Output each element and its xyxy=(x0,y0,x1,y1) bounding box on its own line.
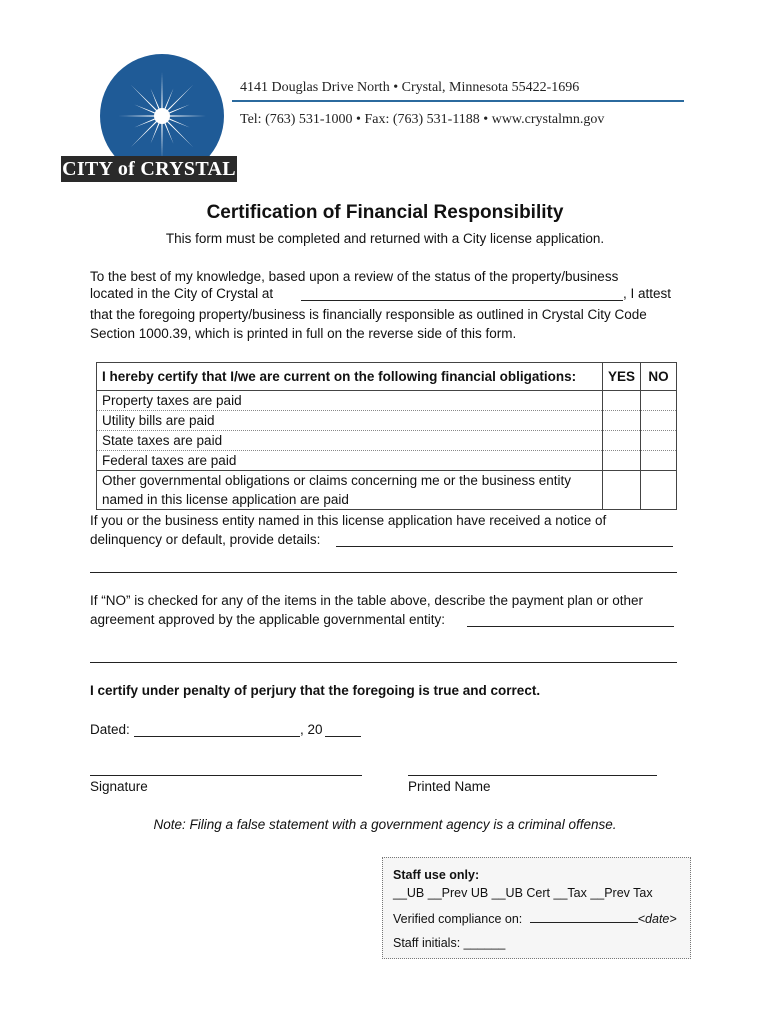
signature-field[interactable] xyxy=(90,775,362,776)
intro-line-1: To the best of my knowledge, based upon a review of the status of the property/business xyxy=(90,269,619,284)
dated-year-field[interactable] xyxy=(325,736,361,737)
no-column-header: NO xyxy=(641,363,677,391)
payment-plan-line-1: If “NO” is checked for any of the items in the table above, describe the payment plan or other xyxy=(90,593,644,608)
table-row xyxy=(97,471,677,510)
verified-compliance-label: Verified compliance on: xyxy=(393,912,523,926)
row-label: Utility bills are paid xyxy=(97,411,603,431)
logo-wordmark: CITY of CRYSTAL xyxy=(62,158,236,180)
staff-initials: Staff initials: ______ xyxy=(393,936,506,950)
no-checkbox[interactable] xyxy=(641,411,677,431)
payment-plan-field-2[interactable] xyxy=(90,662,677,663)
form-subtitle: This form must be completed and returned with a City license application. xyxy=(165,231,605,246)
yes-checkbox[interactable] xyxy=(602,451,640,471)
signature-label: Signature xyxy=(90,779,148,794)
row-label-line-2: named in this license application are paid xyxy=(102,492,349,507)
yes-checkbox[interactable] xyxy=(602,411,640,431)
table-row xyxy=(97,451,677,471)
row-label: Property taxes are paid xyxy=(97,391,603,411)
no-checkbox[interactable] xyxy=(641,471,677,510)
obligations-table xyxy=(96,362,677,510)
verified-date-placeholder: <date> xyxy=(637,912,677,926)
row-label-line-1: Other governmental obligations or claims concerning me or the business entity xyxy=(102,473,571,488)
star-center xyxy=(154,108,170,124)
intro-line-4: Section 1000.39, which is printed in full on the reverse side of this form. xyxy=(90,326,517,341)
intro-line-2-label: located in the City of Crystal at xyxy=(90,286,274,301)
intro-line-2-end: , I attest xyxy=(623,286,672,301)
row-label: State taxes are paid xyxy=(97,431,603,451)
table-row xyxy=(97,411,677,431)
row-label xyxy=(97,471,603,510)
printed-name-label: Printed Name xyxy=(408,779,491,794)
dated-label: Dated: xyxy=(90,722,130,737)
delinquency-details-field-2[interactable] xyxy=(90,572,677,573)
payment-plan-field[interactable] xyxy=(467,626,674,627)
delinquency-details-field[interactable] xyxy=(336,546,673,547)
printed-name-field[interactable] xyxy=(408,775,657,776)
table-row xyxy=(97,431,677,451)
yes-column-header: YES xyxy=(602,363,640,391)
delinquency-line-1: If you or the business entity named in this license application have received a notice of xyxy=(90,513,607,528)
no-checkbox[interactable] xyxy=(641,451,677,471)
yes-checkbox[interactable] xyxy=(602,471,640,510)
property-address-field[interactable] xyxy=(301,300,623,301)
no-checkbox[interactable] xyxy=(641,391,677,411)
header-divider xyxy=(232,100,684,102)
dated-field[interactable] xyxy=(134,736,300,737)
table-row xyxy=(97,391,677,411)
form-title: Certification of Financial Responsibility xyxy=(206,202,564,223)
staff-use-box xyxy=(382,857,691,959)
false-statement-note: Note: Filing a false statement with a government agency is a criminal offense. xyxy=(153,817,617,832)
verified-compliance-line xyxy=(393,911,677,926)
table-header-label: I hereby certify that I/we are current on the following financial obligations: xyxy=(97,363,603,391)
intro-line-3: that the foregoing property/business is financially responsible as outlined in Crystal City Code xyxy=(90,307,647,322)
address-line: 4141 Douglas Drive North • Crystal, Minnesota 55422-1696 xyxy=(240,80,580,95)
yes-checkbox[interactable] xyxy=(602,391,640,411)
no-checkbox[interactable] xyxy=(641,431,677,451)
staff-box-title: Staff use only: xyxy=(393,868,480,882)
certify-statement: I certify under penalty of perjury that the foregoing is true and correct. xyxy=(90,683,541,698)
delinquency-line-2: delinquency or default, provide details: xyxy=(90,532,321,547)
staff-checklist: __UB __Prev UB __UB Cert __Tax __Prev Tax xyxy=(393,886,653,900)
yes-checkbox[interactable] xyxy=(602,431,640,451)
payment-plan-line-2: agreement approved by the applicable governmental entity: xyxy=(90,612,445,627)
contact-line: Tel: (763) 531-1000 • Fax: (763) 531-1188 • www.crystalmn.gov xyxy=(240,112,605,127)
dated-year-label: , 20 xyxy=(300,722,323,737)
table-header-row xyxy=(97,363,677,391)
row-label: Federal taxes are paid xyxy=(97,451,603,471)
verified-compliance-field[interactable] xyxy=(530,911,638,923)
